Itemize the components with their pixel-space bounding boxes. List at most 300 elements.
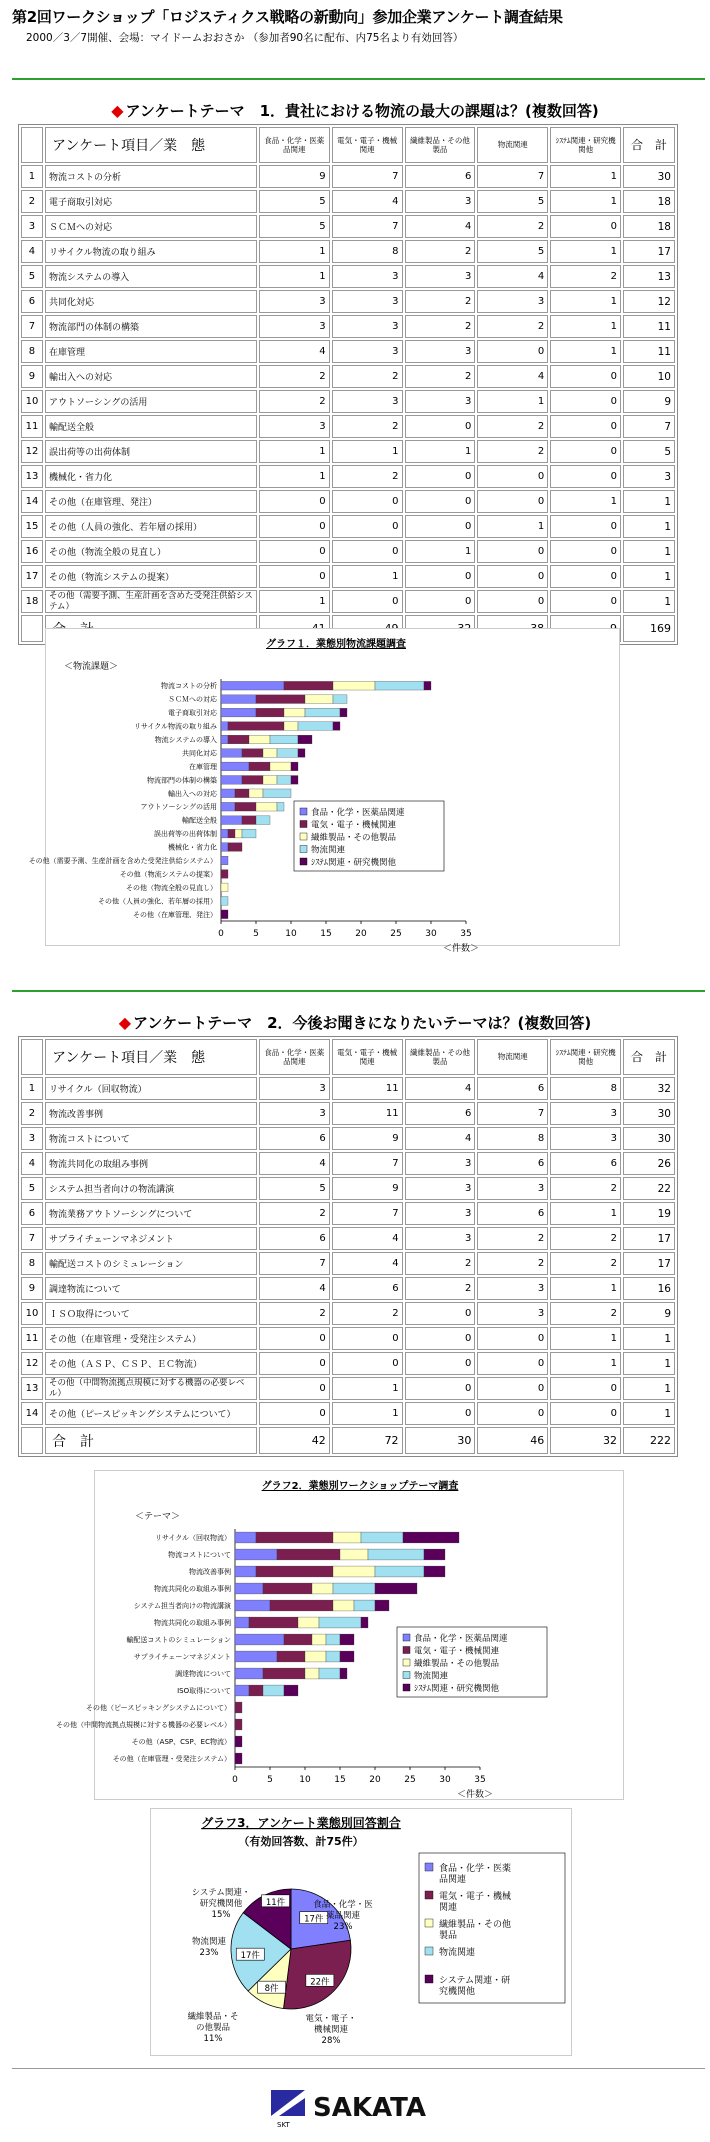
y-axis-label: ＜物流課題＞: [64, 662, 119, 672]
bar-segment: [228, 722, 284, 731]
row-item: その他（中間物流拠点規模に対する機器の必要レベル）: [45, 1377, 257, 1400]
cell-value: 2: [332, 465, 403, 488]
bar-segment: [235, 1617, 249, 1628]
category-label: 物流コストについて: [168, 1551, 231, 1559]
bar-segment: [249, 735, 270, 744]
bar-segment: [263, 749, 277, 758]
bar-segment: [221, 870, 228, 879]
sum-value: 42: [259, 1427, 330, 1454]
cell-value: 0: [405, 1302, 476, 1325]
header-corner-cell: アンケート項目／業 態: [45, 1039, 257, 1075]
row-total: 5: [623, 440, 675, 463]
cell-value: 0: [332, 590, 403, 613]
cell-value: 0: [405, 515, 476, 538]
category-label: 物流共同化の取組み事例: [154, 1619, 231, 1627]
cell-value: 4: [332, 1227, 403, 1250]
logo-text: SAKATA: [313, 2093, 426, 2123]
cell-value: 2: [477, 1252, 548, 1275]
bar-segment: [375, 1600, 389, 1611]
table-row: [21, 1377, 675, 1400]
row-item: 物流コストの分析: [45, 165, 257, 188]
column-header: 電気・電子・機械関連: [332, 1039, 403, 1075]
bar-segment: [291, 762, 298, 771]
bar-segment: [277, 749, 298, 758]
bar-segment: [291, 776, 298, 785]
category-label: その他（ASP、CSP、EC物流）: [131, 1738, 231, 1746]
bar-segment: [263, 789, 291, 798]
legend-label: 繊維製品・その他製品: [311, 833, 397, 843]
cell-value: 7: [332, 1202, 403, 1225]
row-item: 輸配送全般: [45, 415, 257, 438]
bar-segment: [256, 816, 270, 825]
bar-segment: [235, 1685, 249, 1696]
bar-segment: [249, 1685, 263, 1696]
slice-pct: 28%: [321, 2036, 341, 2046]
cell-value: 0: [405, 490, 476, 513]
category-label: その他（在庫管理、発注）: [133, 910, 217, 919]
bar-segment: [298, 749, 305, 758]
slice-label: [187, 2011, 238, 2033]
cell-value: 1: [259, 440, 330, 463]
slice-pct: 23%: [199, 1948, 219, 1958]
x-tick-label: 35: [460, 929, 472, 939]
survey-1-table: [18, 124, 678, 645]
bar-segment: [221, 722, 228, 731]
cell-value: 11: [332, 1077, 403, 1100]
column-header: 合 計: [623, 1039, 675, 1075]
row-number: 13: [21, 1377, 43, 1400]
x-tick-label: 10: [299, 1775, 311, 1785]
row-number: 2: [21, 190, 43, 213]
bar-segment: [375, 681, 424, 690]
row-total: 16: [623, 1277, 675, 1300]
x-tick-label: 25: [390, 929, 402, 939]
legend-label-line: 繊維製品・その他: [439, 1920, 512, 1930]
cell-value: 1: [259, 465, 330, 488]
slice-label-line: 食品・化学・医: [313, 1900, 373, 1910]
row-number: 14: [21, 490, 43, 513]
column-header: 電気・電子・機械関連: [332, 127, 403, 163]
cell-value: 2: [332, 365, 403, 388]
cell-value: 1: [477, 515, 548, 538]
legend-swatch: [300, 833, 307, 840]
bar-segment: [235, 1702, 242, 1713]
category-label: 機械化・省力化: [168, 843, 217, 852]
bar-segment: [235, 1600, 270, 1611]
row-number: 8: [21, 340, 43, 363]
cell-value: 0: [477, 1377, 548, 1400]
cell-value: 2: [405, 240, 476, 263]
cell-value: 0: [332, 540, 403, 563]
cell-value: 1: [550, 1352, 621, 1375]
cell-value: 4: [259, 340, 330, 363]
bar-segment: [221, 802, 235, 811]
x-tick-label: 5: [267, 1775, 273, 1785]
table-row: [21, 190, 675, 213]
cell-value: 0: [477, 565, 548, 588]
cell-value: 2: [550, 1252, 621, 1275]
cell-value: 5: [259, 215, 330, 238]
bar-segment: [221, 708, 256, 717]
cell-value: 2: [405, 290, 476, 313]
row-number: 18: [21, 590, 43, 613]
bar-segment: [270, 1600, 333, 1611]
cell-value: 0: [477, 1327, 548, 1350]
bar-segment: [242, 829, 256, 838]
row-item: 物流業務アウトソーシングについて: [45, 1202, 257, 1225]
bar-segment: [277, 1651, 305, 1662]
bar-segment: [340, 1651, 354, 1662]
x-tick-label: 20: [369, 1775, 381, 1785]
slice-label: [192, 1936, 227, 1947]
cell-value: 3: [477, 290, 548, 313]
row-total: 26: [623, 1152, 675, 1175]
bar-segment: [326, 1651, 340, 1662]
bar-segment: [305, 695, 333, 704]
row-item: ＩＳＯ取得について: [45, 1302, 257, 1325]
category-label: 調達物流について: [175, 1670, 231, 1678]
table-row: [21, 1352, 675, 1375]
bar-segment: [368, 1549, 424, 1560]
category-label: 物流改善事例: [189, 1568, 231, 1576]
legend-label: ｼｽﾃﾑ関連・研究機関他: [311, 858, 397, 868]
bar-segment: [298, 1617, 319, 1628]
bar-segment: [340, 1634, 354, 1645]
bar-segment: [284, 722, 298, 731]
bar-segment: [263, 1583, 312, 1594]
table-row: [21, 1402, 675, 1425]
cell-value: 3: [259, 1077, 330, 1100]
slice-label-line: 繊維製品・そ: [187, 2012, 239, 2022]
cell-value: 2: [477, 1227, 548, 1250]
cell-value: 0: [259, 1377, 330, 1400]
cell-value: 3: [405, 340, 476, 363]
bar-segment: [305, 1651, 326, 1662]
legend-label-line: 究機関他: [439, 1987, 476, 1997]
bar-segment: [235, 1736, 242, 1747]
x-tick-label: 5: [253, 929, 259, 939]
table-row: [21, 365, 675, 388]
bar-segment: [340, 1668, 347, 1679]
bar-segment: [277, 776, 291, 785]
bar-segment: [256, 695, 305, 704]
row-total: 1: [623, 1352, 675, 1375]
bar-segment: [221, 883, 228, 892]
row-total: 3: [623, 465, 675, 488]
legend-label-line: 電気・電子・機械: [439, 1892, 512, 1902]
bar-segment: [256, 708, 284, 717]
bar-segment: [228, 735, 249, 744]
row-total: 13: [623, 265, 675, 288]
bar-segment: [256, 1532, 333, 1543]
legend-label: 物流関連: [414, 1671, 449, 1682]
category-label: 物流コストの分析: [161, 682, 217, 691]
row-item: その他（物流システムの提案）: [45, 565, 257, 588]
bar-segment: [235, 1634, 284, 1645]
bar-segment: [333, 1583, 375, 1594]
table-row: [21, 415, 675, 438]
bar-segment: [263, 1668, 305, 1679]
bar-segment: [221, 749, 242, 758]
cell-value: 4: [332, 190, 403, 213]
cell-value: 1: [332, 1402, 403, 1425]
row-total: 9: [623, 1302, 675, 1325]
row-item: その他（在庫管理・受発注システム）: [45, 1327, 257, 1350]
bar-segment: [235, 1566, 256, 1577]
sum-value: 30: [405, 1427, 476, 1454]
bar-segment: [256, 802, 277, 811]
bar-segment: [277, 802, 284, 811]
x-tick-label: 10: [285, 929, 297, 939]
column-header: 物流関連: [477, 1039, 548, 1075]
row-total: 7: [623, 415, 675, 438]
cell-value: 1: [259, 265, 330, 288]
bar-segment: [242, 776, 263, 785]
bar-segment: [361, 1617, 368, 1628]
bar-segment: [305, 708, 340, 717]
category-label: その他（需要予測、生産計画を含めた受発注供給システム）: [28, 857, 217, 865]
legend-swatch: [425, 1863, 433, 1871]
slice-label: [192, 1887, 251, 1909]
legend-label: 繊維製品・その他製品: [414, 1659, 500, 1669]
chart-title: グラフ１．業態別物流課題調査: [266, 639, 406, 650]
category-label: 誤出荷等の出荷体制: [154, 830, 217, 839]
cell-value: 2: [550, 1227, 621, 1250]
row-item: アウトソーシングの活用: [45, 390, 257, 413]
row-number: 11: [21, 415, 43, 438]
legend-label: 電気・電子・機械関連: [414, 1646, 500, 1657]
row-total: 18: [623, 190, 675, 213]
x-tick-label: 30: [439, 1775, 451, 1785]
x-tick-label: 15: [320, 929, 332, 939]
category-label: 輸配送全般: [182, 816, 217, 825]
bar-segment: [284, 1685, 298, 1696]
table-row: [21, 390, 675, 413]
count-label: 11件: [265, 1897, 286, 1908]
cell-value: 2: [405, 1252, 476, 1275]
bar-segment: [312, 1634, 326, 1645]
bar-segment: [284, 1634, 312, 1645]
cell-value: 7: [332, 165, 403, 188]
cell-value: 1: [550, 290, 621, 313]
bar-segment: [326, 1634, 340, 1645]
category-label: その他（在庫管理・受発注システム）: [112, 1755, 231, 1763]
cell-value: 0: [405, 590, 476, 613]
column-header: 繊維製品・その他製品: [405, 1039, 476, 1075]
row-total: 1: [623, 490, 675, 513]
legend-swatch: [403, 1659, 410, 1666]
row-number: 12: [21, 440, 43, 463]
divider: [12, 990, 705, 992]
table-row: [21, 1252, 675, 1275]
cell-value: 2: [477, 440, 548, 463]
table-row: [21, 290, 675, 313]
row-item: その他（ピースピッキングシステムについて）: [45, 1402, 257, 1425]
row-number: 5: [21, 265, 43, 288]
legend-swatch: [425, 1947, 433, 1955]
category-label: その他（物流全般の見直し）: [126, 883, 217, 892]
row-total: 1: [623, 565, 675, 588]
column-header: ｼｽﾃﾑ関連・研究機関他: [550, 1039, 621, 1075]
chart-1: [28, 628, 620, 954]
count-label: 17件: [304, 1914, 324, 1925]
cell-value: 3: [405, 390, 476, 413]
cell-value: 1: [332, 1377, 403, 1400]
category-label: サプライチェーンマネジメント: [133, 1653, 231, 1661]
cell-value: 6: [405, 1102, 476, 1125]
row-total: 1: [623, 590, 675, 613]
row-number: 14: [21, 1402, 43, 1425]
bar-segment: [340, 1549, 368, 1560]
cell-value: 4: [477, 265, 548, 288]
cell-value: 0: [550, 440, 621, 463]
table-row: [21, 540, 675, 563]
table-row: [21, 440, 675, 463]
column-header: ｼｽﾃﾑ関連・研究機関他: [550, 127, 621, 163]
cell-value: 0: [259, 565, 330, 588]
cell-value: 1: [550, 490, 621, 513]
row-number: 7: [21, 1227, 43, 1250]
page-subtitle: 2000／3／7開催、会場：マイドームおおさか （参加者90名に配布、内75名より有効回答）: [26, 32, 464, 44]
cell-value: 5: [259, 190, 330, 213]
row-number: 6: [21, 290, 43, 313]
cell-value: 3: [477, 1177, 548, 1200]
legend-swatch: [403, 1684, 410, 1691]
cell-value: 3: [259, 1102, 330, 1125]
bar-segment: [221, 856, 228, 865]
category-label: その他（ピースピッキングシステムについて）: [85, 1704, 231, 1712]
row-item: その他（ＡＳＰ、ＣＳＰ、ＥＣ物流）: [45, 1352, 257, 1375]
cell-value: 2: [477, 415, 548, 438]
cell-value: 2: [259, 1202, 330, 1225]
row-number: 9: [21, 365, 43, 388]
sum-value: 46: [477, 1427, 548, 1454]
cell-value: 0: [259, 1352, 330, 1375]
row-number: 10: [21, 390, 43, 413]
cell-value: 8: [477, 1127, 548, 1150]
row-total: 11: [623, 340, 675, 363]
row-total: 17: [623, 1252, 675, 1275]
cell-value: 6: [405, 165, 476, 188]
cell-value: 1: [477, 390, 548, 413]
row-number: 15: [21, 515, 43, 538]
cell-value: 8: [332, 240, 403, 263]
cell-value: 6: [477, 1077, 548, 1100]
legend-label-line: 物流関連: [439, 1948, 476, 1958]
category-label: 電子商取引対応: [168, 709, 217, 718]
cell-value: 0: [405, 465, 476, 488]
row-item: その他（物流全般の見直し）: [45, 540, 257, 563]
x-tick-label: 15: [334, 1775, 346, 1785]
cell-value: 3: [332, 265, 403, 288]
cell-value: 3: [332, 390, 403, 413]
bar-segment: [305, 1668, 319, 1679]
row-total: 1: [623, 1377, 675, 1400]
bar-segment: [333, 1532, 361, 1543]
row-number: 3: [21, 1127, 43, 1150]
cell-value: 5: [477, 190, 548, 213]
row-number: 2: [21, 1102, 43, 1125]
slice-label-line: 物流関連: [191, 1937, 227, 1947]
cell-value: 0: [332, 490, 403, 513]
divider: [12, 78, 705, 80]
bar-segment: [235, 1549, 277, 1560]
bar-segment: [298, 722, 333, 731]
bar-segment: [235, 1668, 263, 1679]
bar-segment: [249, 789, 263, 798]
cell-value: 2: [405, 315, 476, 338]
table-row: [21, 515, 675, 538]
cell-value: 2: [332, 415, 403, 438]
row-number: 1: [21, 165, 43, 188]
bar-segment: [249, 762, 270, 771]
bar-segment: [242, 816, 256, 825]
row-total: 17: [623, 240, 675, 263]
sum-no-cell: [21, 615, 43, 642]
category-label: アウトソーシングの活用: [140, 803, 217, 812]
column-header: 物流関連: [477, 127, 548, 163]
header-no-cell: [21, 1039, 43, 1075]
bar-segment: [221, 789, 235, 798]
bar-segment: [221, 897, 228, 906]
sakata-logo: [267, 2086, 447, 2134]
cell-value: 0: [405, 415, 476, 438]
cell-value: 0: [477, 490, 548, 513]
table-row: [21, 1077, 675, 1100]
cell-value: 3: [405, 1202, 476, 1225]
bar-segment: [424, 1549, 445, 1560]
bar-segment: [333, 1566, 375, 1577]
legend-label: [439, 1946, 475, 1958]
column-header: 食品・化学・医薬品関連: [259, 1039, 330, 1075]
bar-segment: [340, 708, 347, 717]
bar-segment: [424, 1566, 445, 1577]
table-row: [21, 265, 675, 288]
bar-segment: [333, 1600, 354, 1611]
cell-value: 6: [477, 1152, 548, 1175]
cell-value: 0: [550, 1402, 621, 1425]
cell-value: 6: [477, 1202, 548, 1225]
cell-value: 8: [550, 1077, 621, 1100]
category-label: その他（中間物流拠点規模に対する機器の必要レベル）: [56, 1721, 231, 1729]
cell-value: 2: [259, 390, 330, 413]
chart-2: [56, 1470, 624, 1800]
row-item: その他（需要予測、生産計画を含めた受発注供給システム）: [45, 590, 257, 613]
table-row: [21, 1302, 675, 1325]
slice-label-line: の他製品: [195, 2023, 231, 2033]
survey-2-table: [18, 1036, 678, 1457]
cell-value: 11: [332, 1102, 403, 1125]
cell-value: 0: [259, 490, 330, 513]
bar-segment: [235, 1719, 242, 1730]
row-total: 18: [623, 215, 675, 238]
cell-value: 2: [332, 1302, 403, 1325]
category-label: リサイクル（回収物流）: [154, 1534, 231, 1542]
row-number: 3: [21, 215, 43, 238]
bar-segment: [319, 1617, 361, 1628]
diamond-icon: ◆: [111, 101, 124, 120]
bar-segment: [333, 681, 375, 690]
bar-segment: [333, 695, 347, 704]
table-row: [21, 1102, 675, 1125]
cell-value: 0: [477, 1402, 548, 1425]
bar-segment: [228, 843, 242, 852]
count-label: 22件: [310, 1977, 330, 1988]
x-tick-label: 20: [355, 929, 367, 939]
bar-segment: [221, 843, 228, 852]
x-tick-label: 0: [218, 929, 224, 939]
row-number: 1: [21, 1077, 43, 1100]
